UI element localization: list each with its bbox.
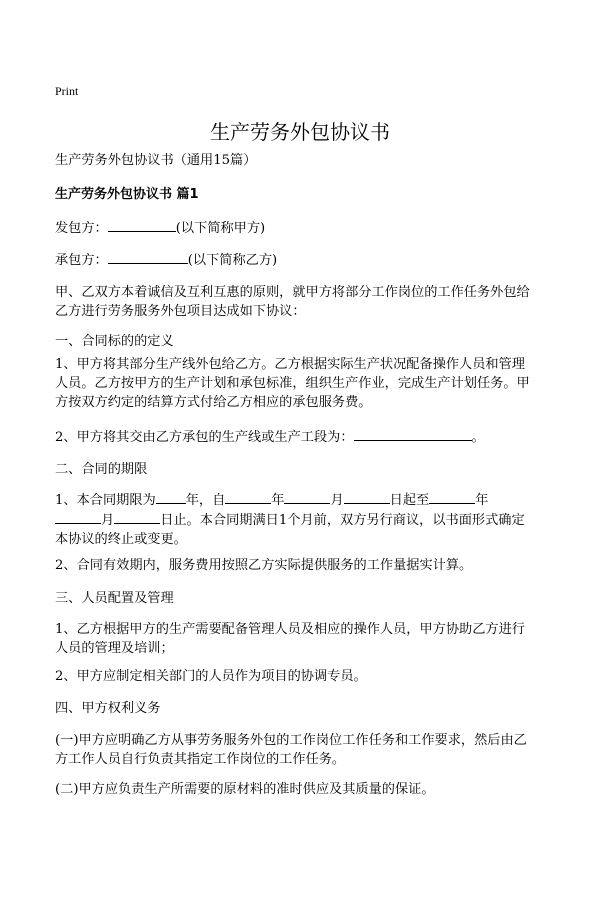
text-line: 甲、乙双方本着诚信及互利互惠的原则，就甲方将部分工作岗位的工作任务外包给 [55,285,530,300]
party-b-label: 承包方： [55,253,108,268]
text-fragment: 2、甲方将其交由乙方承包的生产线或生产工段为： [55,430,354,445]
paragraph-4: 2、合同有效期内，服务费用按照乙方实际提供服务的工作量据实计算。 [55,558,473,573]
section-heading: 生产劳务外包协议书 篇1 [55,187,199,202]
text-line: 方按双方约定的结算方式付给乙方相应的承包服务费。 [55,395,372,410]
text-line: (一)甲方应明确乙方从事劳务服务外包的工作岗位工作任务和工作要求，然后由乙 [55,733,527,748]
heading-4: 四、甲方权利义务 [55,701,161,716]
print-link[interactable]: Print [55,84,79,98]
paragraph-5 [55,620,547,658]
document-subtitle: 生产劳务外包协议书（通用15篇） [55,153,257,168]
party-a-blank [108,218,176,232]
paragraph-6: 2、甲方应制定相关部门的人员作为项目的协调专员。 [55,669,367,684]
text-line: 人员。乙方按甲方的生产计划和承包标准，组织生产作业，完成生产计划任务。甲 [55,376,530,391]
heading-2: 二、合同的期限 [55,462,148,477]
party-a-label: 发包方： [55,221,108,236]
page-title: 生产劳务外包协议书 [210,120,390,144]
party-b-line [55,250,555,270]
party-a-line [55,218,555,238]
text-line: 月 日止。本合同期满日1个月前，双方另行商议，以书面形式确定 [55,510,547,530]
text-line: 方工作人员自行负责其指定工作岗位的工作任务。 [55,752,346,767]
text-line: 1、甲方将其部分生产线外包给乙方。乙方根据实际生产状况配备操作人员和管理 [55,357,525,372]
paragraph-7 [55,731,547,769]
paragraph-3 [55,490,547,549]
text-line: 1、乙方根据甲方的生产需要配备管理人员及相应的操作人员，甲方协助乙方进行 [55,622,525,637]
production-line-blank [354,427,472,441]
paragraph-8: (二)甲方应负责生产所需要的原材料的准时供应及其质量的保证。 [55,782,435,797]
text-line: 本协议的终止或变更。 [55,532,187,547]
paragraph-2 [55,427,555,447]
party-a-note: (以下简称甲方) [175,221,266,236]
text-line: 1、本合同期限为 年，自 年 月 日起至 年 [55,490,547,510]
heading-1: 一、合同标的的定义 [55,334,174,349]
party-b-note: (以下简称乙方) [187,253,278,268]
party-b-blank [108,250,188,264]
paragraph-1 [55,355,547,412]
text-line: 人员的管理及培训； [55,641,174,656]
intro-paragraph [55,283,547,321]
heading-3: 三、人员配置及管理 [55,591,174,606]
text-line: 乙方进行劳务服务外包项目达成如下协议： [55,304,306,319]
text-fragment: 。 [471,430,485,445]
